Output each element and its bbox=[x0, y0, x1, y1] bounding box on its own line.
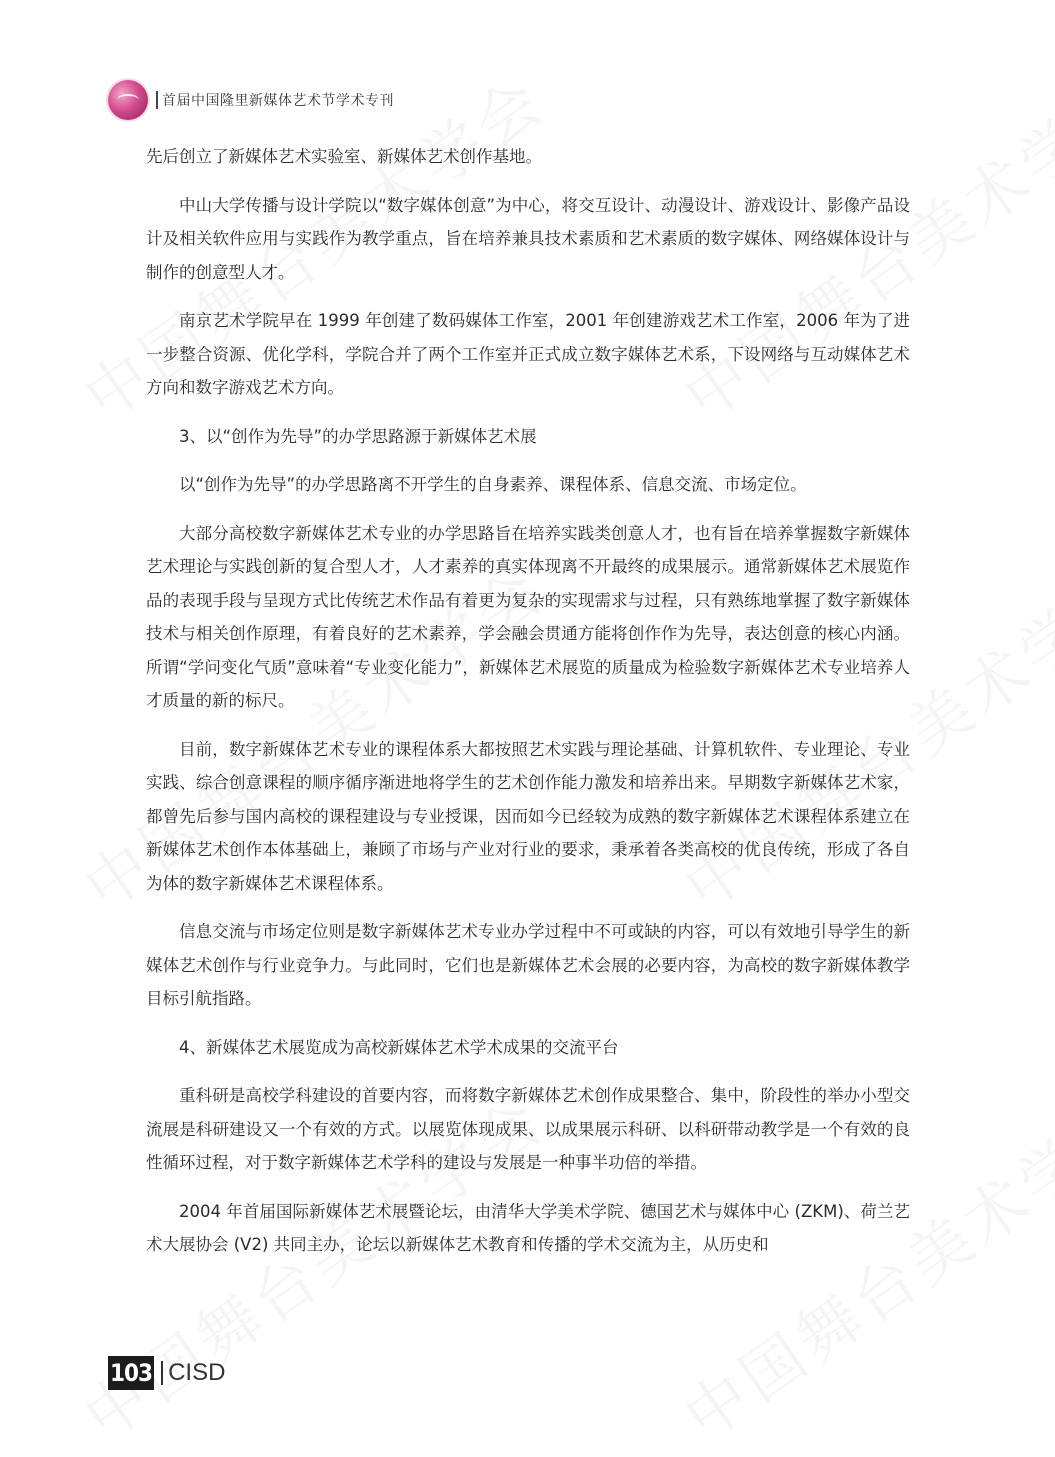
header-divider bbox=[156, 91, 158, 109]
page-footer bbox=[108, 1356, 225, 1390]
paragraph: 中山大学传播与设计学院以“数字媒体创意”为中心，将交互设计、动漫设计、游戏设计、影像产品设计及相关软件应用与实践作为教学重点，旨在培养兼具技术素质和艺术素质的数字媒体、网络媒体设计与制作的创意型人才。 bbox=[146, 195, 910, 282]
article-body bbox=[146, 140, 910, 1277]
footer-divider bbox=[161, 1361, 163, 1385]
publication-label: CISD bbox=[168, 1359, 226, 1386]
paragraph: 目前，数字新媒体艺术专业的课程体系大都按照艺术实践与理论基础、计算机软件、专业理论、专业实践、综合创意课程的顺序循序渐进地将学生的艺术创作能力激发和培养出来。早期数字新媒体艺术家，都曾先后参与国内高校的课程建设与专业授课，因而如今已经较为成熟的数字新媒体艺术课程体系建立在新媒体艺术创作本体基础上，兼顾了市场与产业对行业的要求，秉承着各类高校的优良传统，形成了各自为体的数字新媒体艺术课程体系。 bbox=[146, 739, 910, 893]
paragraph: 2004 年首届国际新媒体艺术展暨论坛，由清华大学美术学院、德国艺术与媒体中心 (ZKM)、荷兰艺术大展协会 (V2) 共同主办，论坛以新媒体艺术教育和传播的学术交流为主，从历史和 bbox=[146, 1201, 910, 1254]
journal-title: 首届中国隆里新媒体艺术节学术专刊 bbox=[162, 93, 394, 109]
paragraph: 3、以“创作为先导”的办学思路源于新媒体艺术展 bbox=[179, 426, 537, 446]
page-number: 103 bbox=[108, 1356, 154, 1390]
paragraph: 4、新媒体艺术展览成为高校新媒体艺术学术成果的交流平台 bbox=[179, 1037, 619, 1057]
paragraph: 以“创作为先导”的办学思路离不开学生的自身素养、课程体系、信息交流、市场定位。 bbox=[179, 475, 807, 494]
paragraph: 先后创立了新媒体艺术实验室、新媒体艺术创作基地。 bbox=[146, 147, 542, 166]
festival-logo-icon bbox=[108, 80, 148, 120]
paragraph: 信息交流与市场定位则是数字新媒体艺术专业办学过程中不可或缺的内容，可以有效地引导学生的新媒体艺术创作与行业竞争力。与此同时，它们也是新媒体艺术会展的必要内容，为高校的数字新媒体教学目标引航指路。 bbox=[146, 922, 910, 1008]
paragraph: 重科研是高校学科建设的首要内容，而将数字新媒体艺术创作成果整合、集中，阶段性的举办小型交流展是科研建设又一个有效的方式。以展览体现成果、以成果展示科研、以科研带动教学是一个有效的良性循环过程，对于数字新媒体艺术学科的建设与发展是一种事半功倍的举措。 bbox=[146, 1086, 910, 1172]
paragraph: 南京艺术学院早在 1999 年创建了数码媒体工作室，2001 年创建游戏艺术工作室，2006 年为了进一步整合资源、优化学科，学院合并了两个工作室并正式成立数字媒体艺术系，下设网络与互动媒体艺术方向和数字游戏艺术方向。 bbox=[146, 311, 910, 397]
paragraph: 大部分高校数字新媒体艺术专业的办学思路旨在培养实践类创意人才，也有旨在培养掌握数字新媒体艺术理论与实践创新的复合型人才，人才素养的真实体现离不开最终的成果展示。通常新媒体艺术展览作品的表现手段与呈现方式比传统艺术作品有着更为复杂的实现需求与过程，只有熟练地掌握了数字新媒体技术与相关创作原理，有着良好的艺术素养，学会融会贯通方能将创作作为先导，表达创意的核心内涵。所谓“学问变化气质”意味着“专业变化能力”，新媒体艺术展览的质量成为检验数字新媒体艺术专业培养人才质量的新的标尺。 bbox=[146, 523, 910, 710]
page-header bbox=[108, 78, 394, 122]
